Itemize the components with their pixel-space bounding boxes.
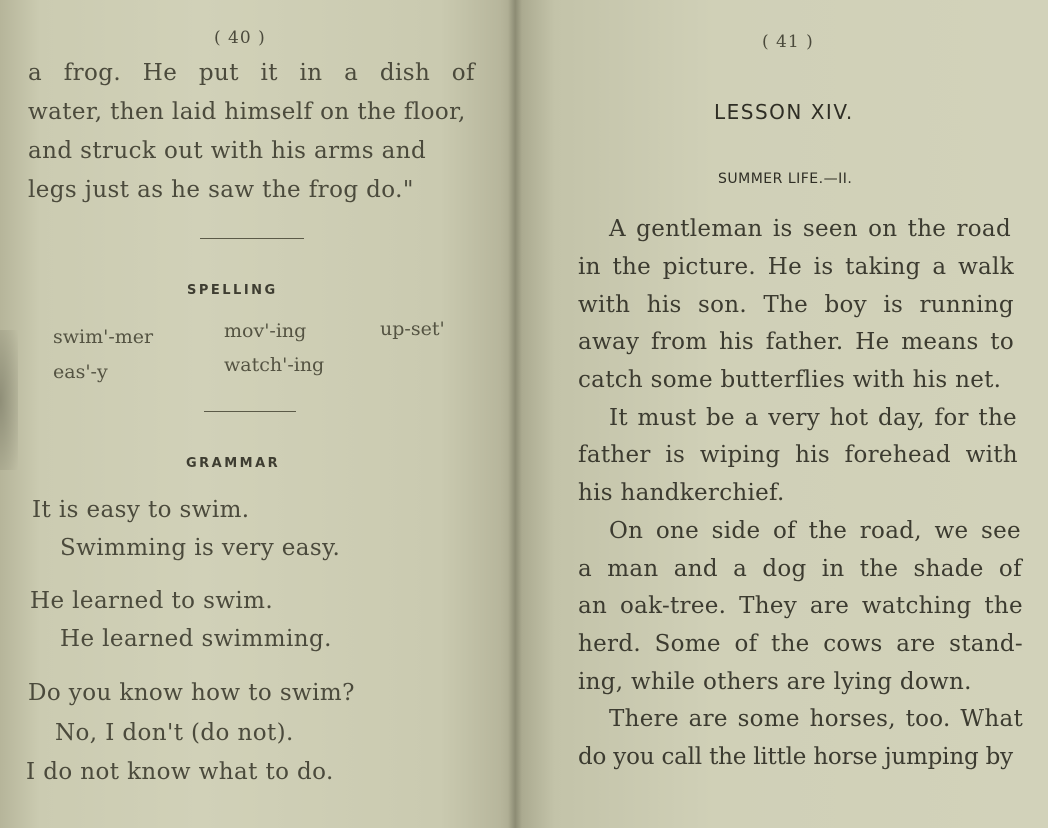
book-gutter [508,0,522,828]
page-number-right: ( 41 ) [762,32,814,52]
text-line: ing, while others are lying down. [578,669,972,695]
spelling-word: eas'-y [53,361,108,383]
grammar-line: He learned swimming. [60,626,332,652]
paragraph-line: water, then laid himself on the floor, [28,99,466,125]
text-line: away from his father. He means to [578,329,1014,355]
lesson-subtitle: SUMMER LIFE.—II. [718,171,853,187]
right-page [515,0,1048,828]
page-shadow [0,330,18,470]
text-line: an oak-tree. They are watching the [578,593,1023,619]
spelling-word: watch'-ing [224,354,325,376]
text-line: with his son. The boy is running [578,292,1014,318]
section-divider [200,238,304,239]
grammar-line: Swimming is very easy. [60,535,341,561]
lesson-title: LESSON XIV. [714,100,854,124]
grammar-line: He learned to swim. [30,588,274,614]
page-number-left: ( 40 ) [214,28,266,48]
grammar-line: No, I don't (do not). [55,720,294,746]
text-line: On one side of the road, we see [609,518,1021,544]
text-line: father is wiping his forehead with [578,442,1018,468]
grammar-line: Do you know how to swim? [28,680,355,706]
spelling-word: up-set' [380,318,445,340]
text-line: It must be a very hot day, for the [609,405,1017,431]
left-page [0,0,515,828]
spelling-word: swim'-mer [53,326,154,348]
text-line: his handkerchief. [578,480,785,506]
text-line: catch some butterflies with his net. [578,367,1002,393]
paragraph-line: legs just as he saw the frog do." [28,177,414,203]
text-line: in the picture. He is taking a walk [578,254,1014,280]
spelling-word: mov'-ing [224,320,307,342]
spelling-heading: SPELLING [187,283,278,298]
section-divider [204,411,296,412]
grammar-line: It is easy to swim. [32,497,250,523]
paragraph-line: a frog. He put it in a dish of [28,60,475,86]
text-line: a man and a dog in the shade of [578,556,1022,582]
text-line: herd. Some of the cows are stand- [578,631,1023,657]
paragraph-line: and struck out with his arms and [28,138,427,164]
text-line: do you call the little horse jumping by [578,744,1013,770]
grammar-heading: GRAMMAR [186,456,281,471]
text-line: A gentleman is seen on the road [609,216,1011,242]
grammar-line: I do not know what to do. [26,759,334,785]
text-line: There are some horses, too. What [609,706,1023,732]
